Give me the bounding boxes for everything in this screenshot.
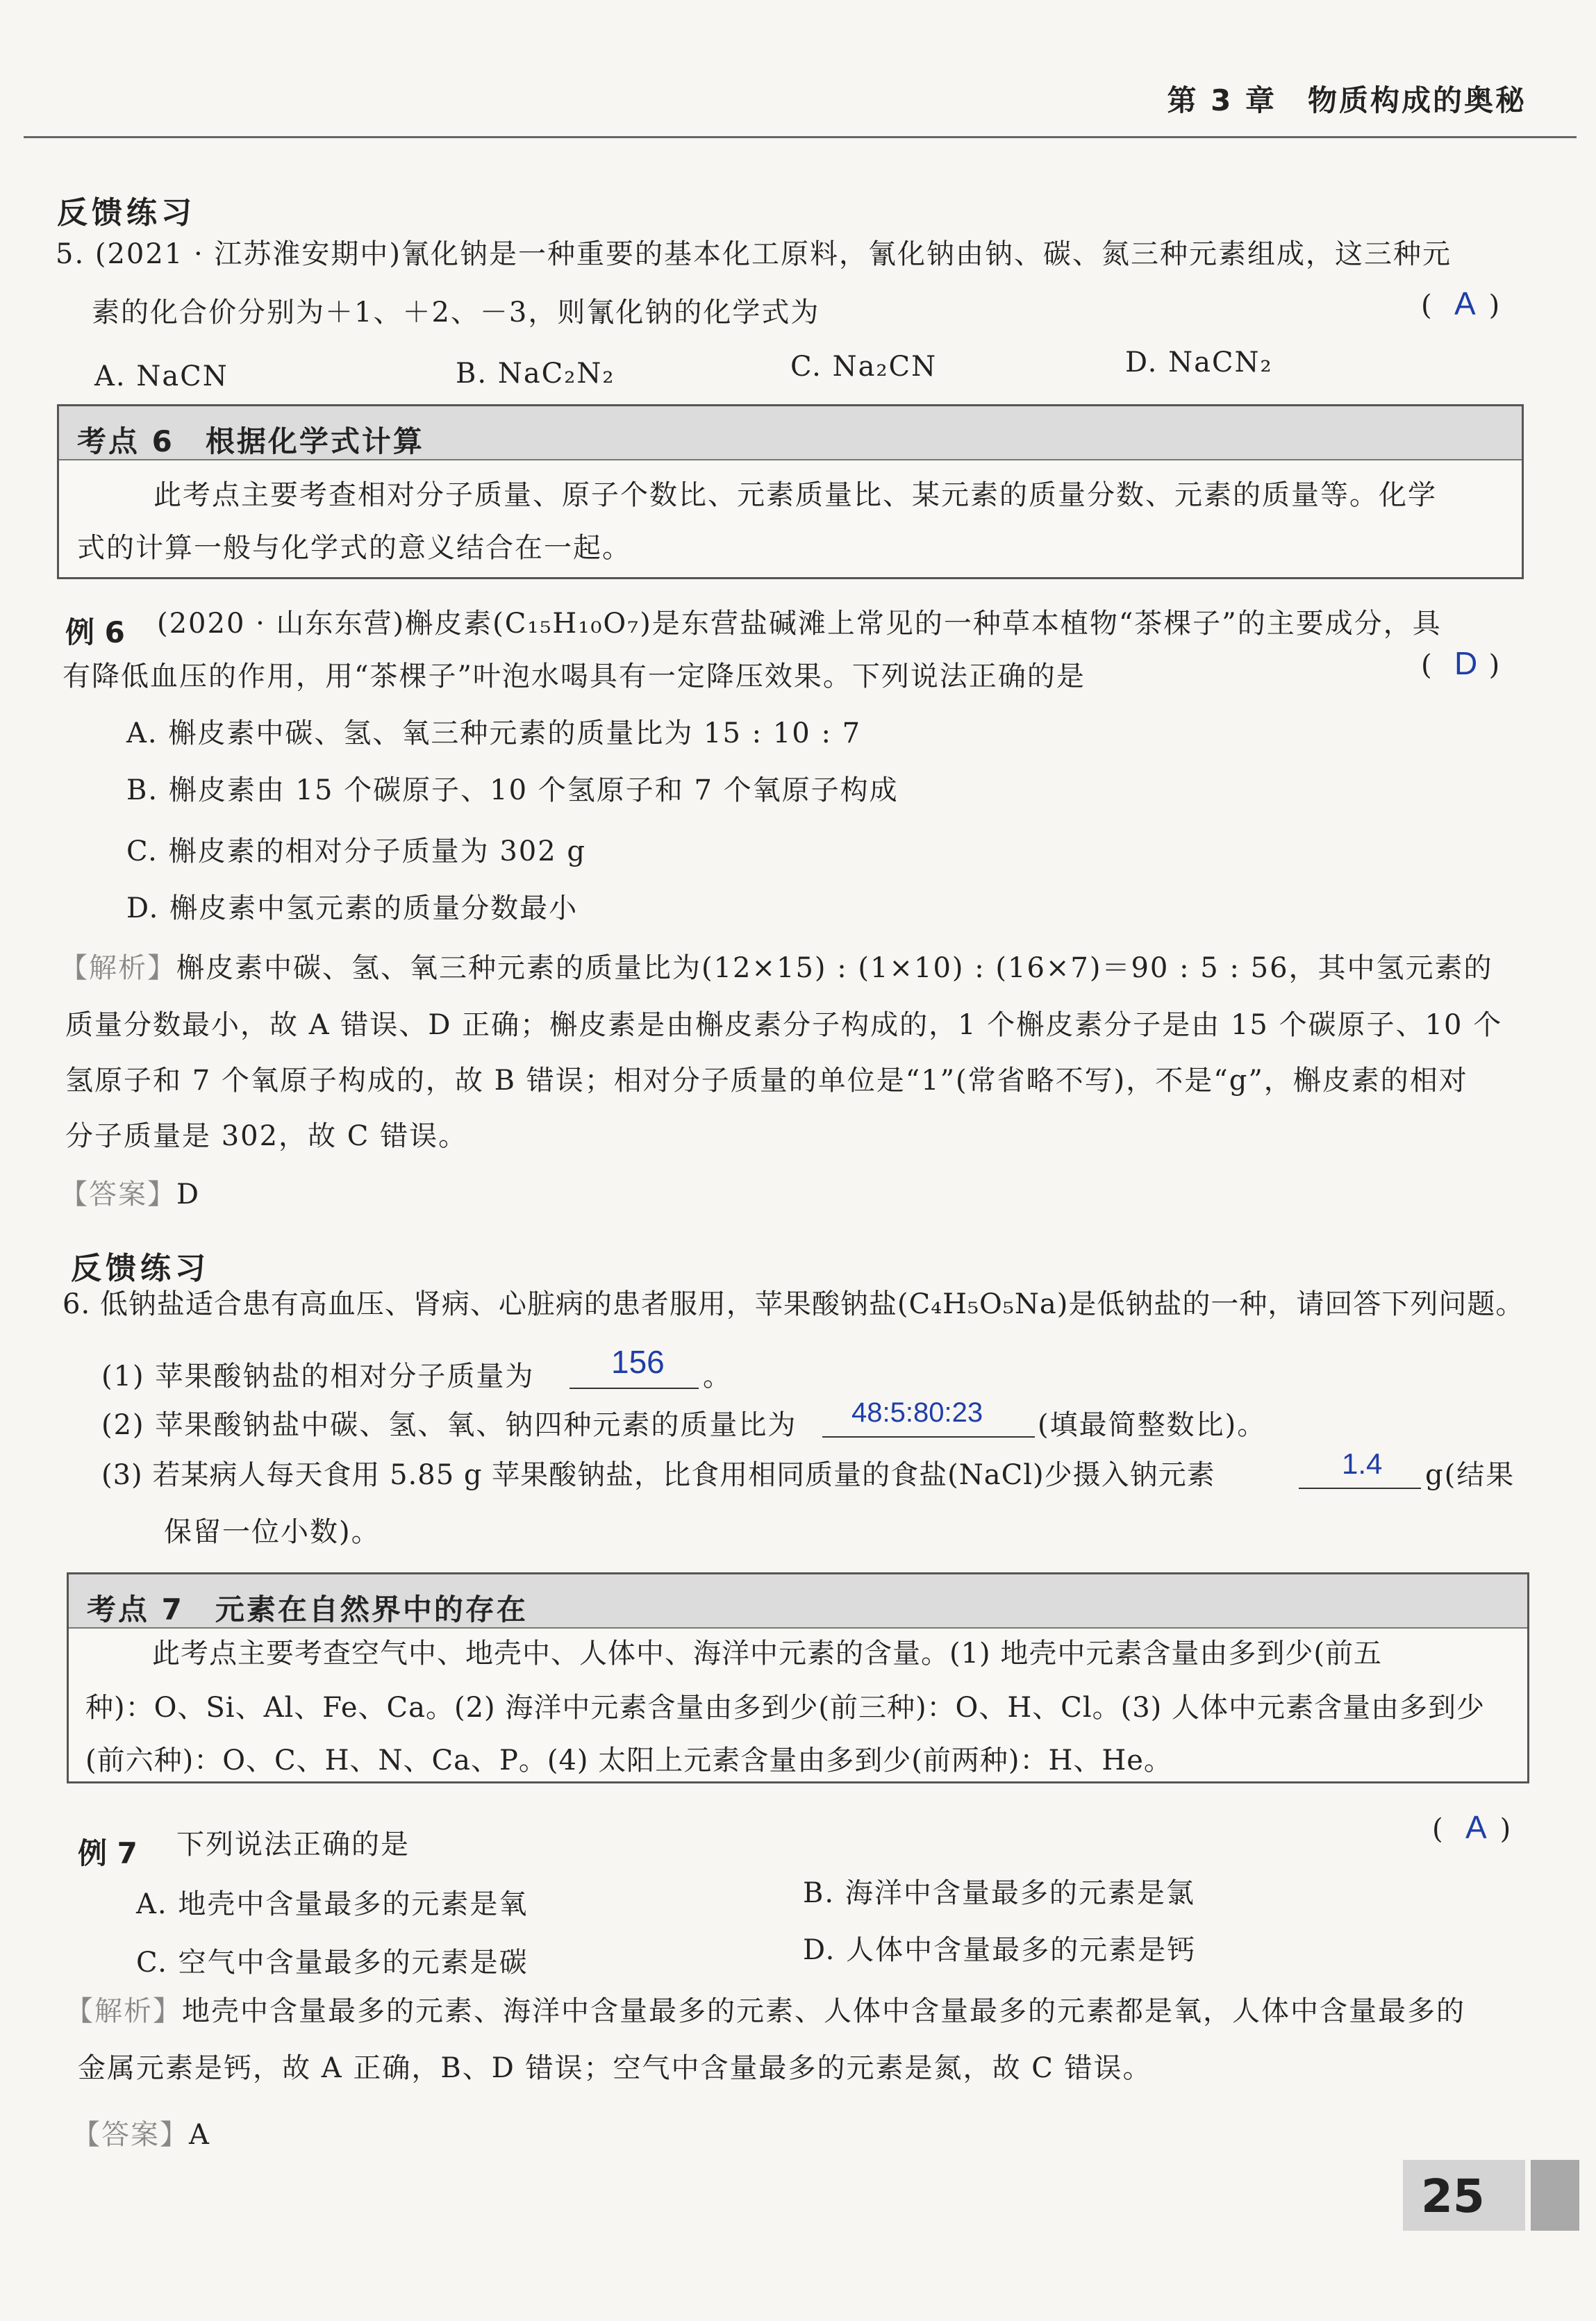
knowledge-point-6-box (57, 404, 1524, 579)
section-feedback-2: 反馈练习 (71, 1251, 210, 1286)
knowledge-point-7-title: 考点 7 元素在自然界中的存在 (87, 1592, 528, 1627)
answer-tag: 【答案】 (72, 2119, 189, 2151)
q6-part-1-end: 。 (703, 1361, 732, 1392)
knowledge-point-6-line-1: 此考点主要考查相对分子质量、原子个数比、元素质量比、某元素的质量分数、元素的质量等。化学 (153, 479, 1437, 511)
q6-part-3-blank (1299, 1488, 1421, 1489)
analysis-tag: 【解析】 (60, 952, 176, 984)
q6-part-2: (2) 苹果酸钠盐中碳、氢、氧、钠四种元素的质量比为 (101, 1409, 797, 1441)
example-7-option-d: D. 人体中含量最多的元素是钙 (803, 1934, 1197, 1966)
q6-part-1-blank (570, 1388, 699, 1389)
knowledge-point-6-title: 考点 6 根据化学式计算 (77, 424, 424, 458)
example-7-option-a: A. 地壳中含量最多的元素是氧 (136, 1888, 529, 1920)
q6-part-3-line-2: 保留一位小数)。 (164, 1516, 381, 1548)
example-6-option-a: A. 槲皮素中碳、氢、氧三种元素的质量比为 15 : 10 : 7 (126, 717, 862, 749)
page-number: 25 (1421, 2170, 1485, 2223)
q6-part-2-end: (填最简整数比)。 (1038, 1409, 1267, 1441)
q5-answer: A (1454, 285, 1476, 322)
q6-part-1: (1) 苹果酸钠盐的相对分子质量为 (101, 1361, 535, 1392)
example-7-stem: 下列说法正确的是 (176, 1829, 410, 1861)
q5-line-1: 5. (2021 · 江苏淮安期中)氰化钠是一种重要的基本化工原料，氰化钠由钠、碳、氮三种元素组成，这三种元 (56, 238, 1452, 270)
knowledge-point-7-line-1: 此考点主要考查空气中、地壳中、人体中、海洋中元素的含量。(1) 地壳中元素含量由多到少(前五 (152, 1638, 1382, 1670)
knowledge-point-7-box (67, 1572, 1529, 1783)
knowledge-point-7-line-3: (前六种)：O、C、H、N、Ca、P。(4) 太阳上元素含量由多到少(前两种)：H、He。 (85, 1745, 1172, 1777)
example-6-option-c: C. 槲皮素的相对分子质量为 302 g (126, 835, 586, 867)
example-6-option-b: B. 槲皮素由 15 个碳原子、10 个氢原子和 7 个氧原子构成 (126, 774, 899, 806)
example-7-label: 例 7 (78, 1836, 138, 1870)
chapter-title: 第 3 章 物质构成的奥秘 (1167, 83, 1527, 117)
example-6-analysis-line-1 (60, 954, 1493, 982)
example-6-answer-bracket: ( ) (1421, 649, 1502, 681)
example-6-answer-line (60, 1179, 201, 1211)
example-6-option-d: D. 槲皮素中氢元素的质量分数最小 (126, 892, 579, 924)
example-6-answer: D (1454, 645, 1478, 681)
knowledge-point-7-line-2: 种)：O、Si、Al、Fe、Ca。(2) 海洋中元素含量由多到少(前三种)：O、H、Cl。(3) 人体中元素含量由多到少 (85, 1692, 1485, 1724)
example-6-label: 例 6 (65, 615, 125, 649)
analysis-tag: 【解析】 (65, 1995, 182, 2027)
example-7-analysis-line-1 (65, 1997, 1465, 2025)
final-answer: A (189, 2119, 210, 2151)
section-feedback-1: 反馈练习 (57, 195, 196, 231)
example-7-analysis-line-2: 金属元素是钙，故 A 正确，B、D 错误；空气中含量最多的元素是氮，故 C 错误。 (78, 2052, 1152, 2084)
example-6-line-1: (2020 · 山东东营)槲皮素(C₁₅H₁₀O₇)是东营盐碱滩上常见的一种草本植物“茶棵子”的主要成分，具 (157, 608, 1442, 640)
example-7-answer-bracket: ( ) (1432, 1813, 1513, 1845)
example-7-answer-line (72, 2121, 210, 2149)
final-answer: D (176, 1179, 201, 1211)
q6-part-1-answer: 156 (611, 1344, 665, 1380)
page-edge-tab (1531, 2160, 1579, 2231)
example-6-analysis-line-4: 分子质量是 302，故 C 错误。 (65, 1120, 468, 1152)
q5-option-c: C. Na₂CN (790, 351, 938, 383)
q5-line-2: 素的化合价分别为＋1、＋2、－3，则氰化钠的化学式为 (92, 297, 820, 328)
analysis-text: 地壳中含量最多的元素、海洋中含量最多的元素、人体中含量最多的元素都是氧，人体中含量最多的 (182, 1995, 1465, 2027)
q5-option-d: D. NaCN₂ (1125, 347, 1273, 378)
example-7-option-b: B. 海洋中含量最多的元素是氯 (803, 1877, 1195, 1909)
analysis-text: 槲皮素中碳、氢、氧三种元素的质量比为(12×15) : (1×10) : (16×7)＝90 : 5 : 56，其中氢元素的 (176, 952, 1493, 984)
q6-stem: 6. 低钠盐适合患有高血压、肾病、心脏病的患者服用，苹果酸钠盐(C₄H₅O₅Na)是低钠盐的一种，请回答下列问题。 (63, 1288, 1524, 1320)
q5-answer-bracket: ( ) (1421, 290, 1502, 322)
knowledge-point-6-line-2: 式的计算一般与化学式的意义结合在一起。 (77, 532, 631, 564)
example-6-analysis-line-2: 质量分数最小，故 A 错误、D 正确；槲皮素是由槲皮素分子构成的，1 个槲皮素分子是由 15 个碳原子、10 个 (65, 1009, 1503, 1041)
q5-option-a: A. NaCN (94, 360, 228, 392)
q6-part-3-answer: 1.4 (1342, 1447, 1383, 1480)
example-6-analysis-line-3: 氢原子和 7 个氧原子构成的，故 B 错误；相对分子质量的单位是“1”(常省略不写)，不是“g”，槲皮素的相对 (65, 1065, 1468, 1097)
q6-part-2-answer: 48:5:80:23 (851, 1397, 983, 1428)
q6-part-3: (3) 若某病人每天食用 5.85 g 苹果酸钠盐，比食用相同质量的食盐(NaCl)少摄入钠元素 (101, 1459, 1215, 1491)
example-7-option-c: C. 空气中含量最多的元素是碳 (136, 1947, 529, 1979)
q6-part-3-end: g(结果 (1425, 1459, 1515, 1491)
example-7-answer: A (1465, 1809, 1487, 1845)
q6-part-2-blank (822, 1436, 1035, 1438)
header-divider (24, 136, 1577, 138)
answer-tag: 【答案】 (60, 1179, 176, 1211)
example-6-line-2: 有降低血压的作用，用“茶棵子”叶泡水喝具有一定降压效果。下列说法正确的是 (63, 660, 1086, 692)
q5-option-b: B. NaC₂N₂ (456, 358, 615, 390)
